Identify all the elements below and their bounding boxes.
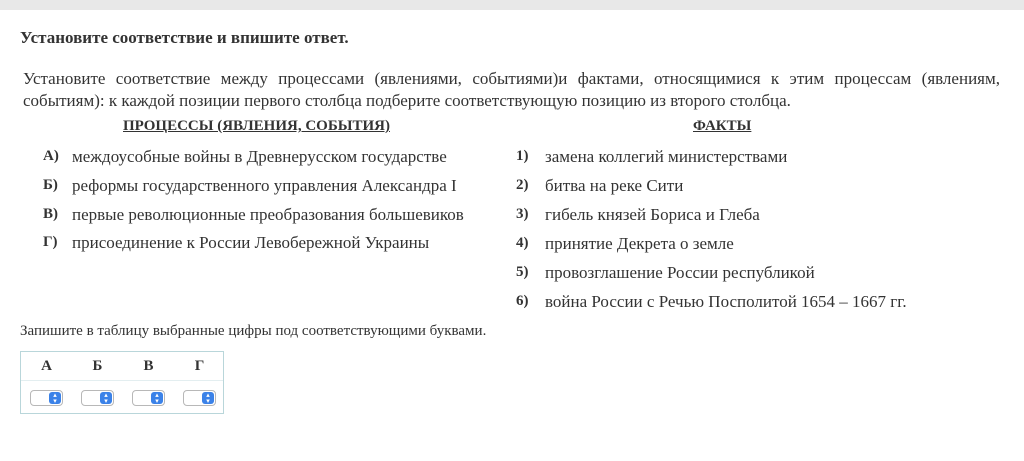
process-label: Б) <box>43 177 58 193</box>
process-text: реформы государственного управления Александра I <box>72 176 457 195</box>
top-bar <box>0 0 1024 10</box>
fact-label: 6) <box>516 293 529 309</box>
answer-letter: А <box>41 358 52 374</box>
answer-letter: Г <box>194 358 205 374</box>
answer-table <box>20 351 224 414</box>
answer-instructions: Запишите в таблицу выбранные цифры под соответствующими буквами. <box>20 323 487 339</box>
answer-letter: Б <box>92 358 103 374</box>
facts-column-header: ФАКТЫ <box>693 118 752 134</box>
process-label: В) <box>43 206 58 222</box>
fact-text: битва на реке Сити <box>545 176 684 195</box>
fact-text: провозглашение России республикой <box>545 263 815 282</box>
answer-column-b <box>72 352 123 413</box>
fact-label: 1) <box>516 148 529 164</box>
fact-label: 4) <box>516 235 529 251</box>
fact-label: 5) <box>516 264 529 280</box>
fact-text: война России с Речью Посполитой 1654 – 1667 гг. <box>545 292 907 311</box>
process-text: междоусобные войны в Древнерусском государстве <box>72 147 447 166</box>
select-arrows-icon: ▴ ▾ <box>100 392 112 404</box>
process-label: Г) <box>43 234 58 250</box>
process-label: А) <box>43 148 59 164</box>
answer-letter: В <box>143 358 154 374</box>
answer-select-a[interactable] <box>30 390 63 406</box>
fact-text: замена коллегий министерствами <box>545 147 788 166</box>
answer-column-g <box>174 352 225 413</box>
select-arrows-icon: ▴ ▾ <box>202 392 214 404</box>
answer-select-g[interactable] <box>183 390 216 406</box>
task-instructions: Установите соответствие между процессами (явлениями, событиями)и фактами, относящимися к этим процессам (явлениям, событиям): к каждой позиции первого столбца подберите соответствующую позицию из второго столбца. <box>23 69 1000 110</box>
fact-text: гибель князей Бориса и Глеба <box>545 205 760 224</box>
answer-column-v <box>123 352 174 413</box>
processes-column-header: ПРОЦЕССЫ (ЯВЛЕНИЯ, СОБЫТИЯ) <box>123 118 390 134</box>
select-arrows-icon: ▴ ▾ <box>151 392 163 404</box>
fact-label: 2) <box>516 177 529 193</box>
process-text: присоединение к России Левобережной Украины <box>72 233 430 252</box>
answer-column-a <box>21 352 72 413</box>
answer-select-b[interactable] <box>81 390 114 406</box>
fact-text: принятие Декрета о земле <box>545 234 734 253</box>
process-text: первые революционные преобразования большевиков <box>72 205 464 224</box>
select-arrows-icon: ▴ ▾ <box>49 392 61 404</box>
task-title: Установите соответствие и впишите ответ. <box>20 28 349 47</box>
answer-select-v[interactable] <box>132 390 165 406</box>
fact-label: 3) <box>516 206 529 222</box>
